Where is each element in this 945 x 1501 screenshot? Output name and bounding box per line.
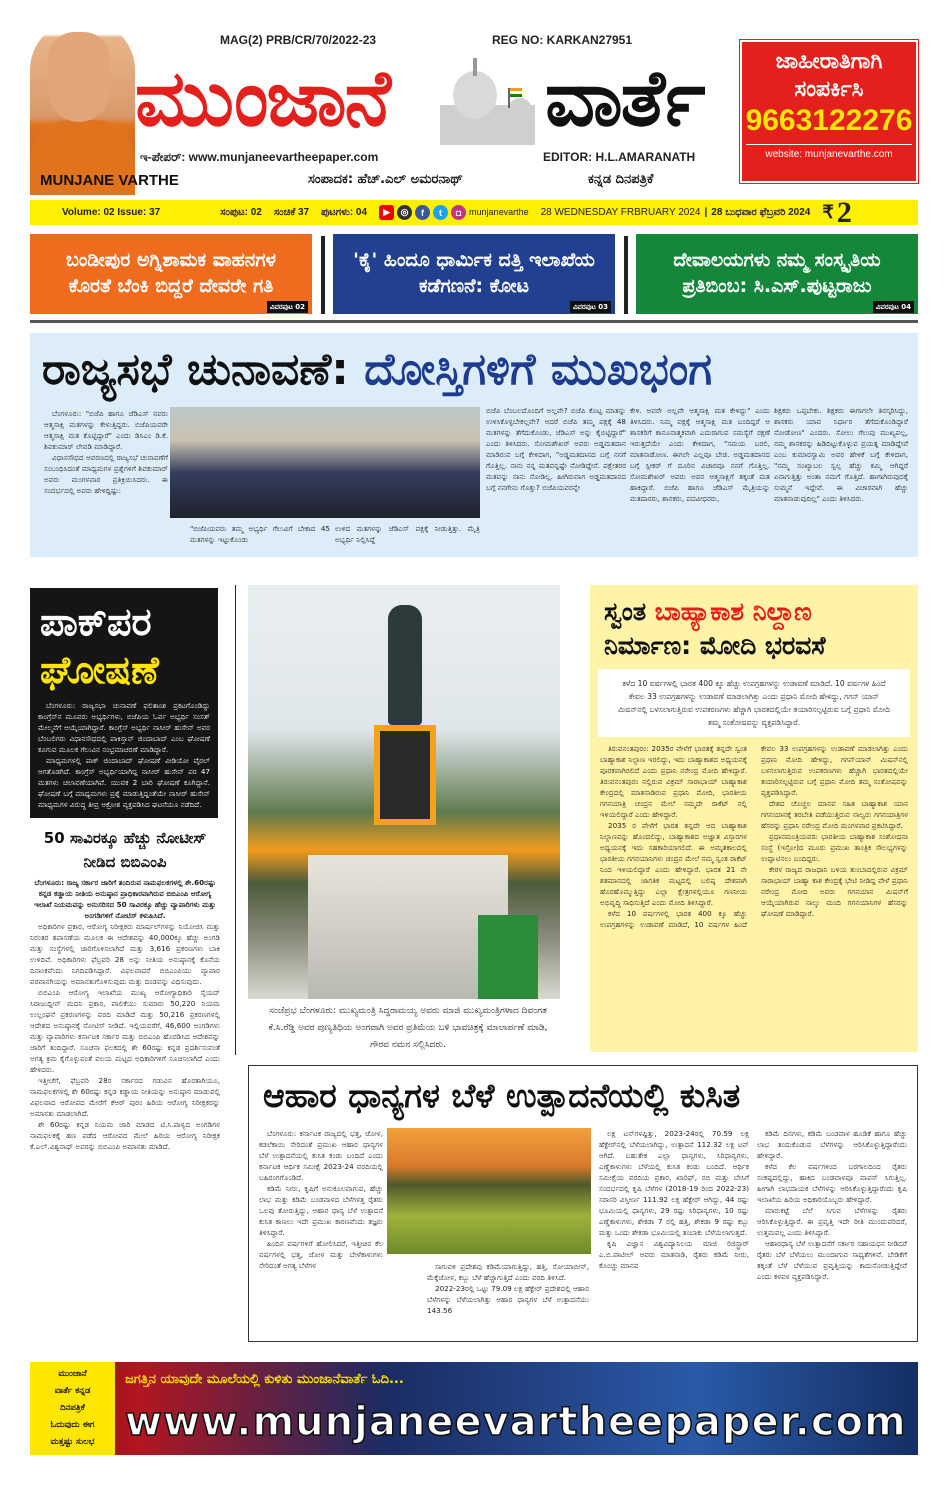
banner-tagline: ಜಗತ್ತಿನ ಯಾವುದೇ ಮೂಲೆಯಲ್ಲಿ ಕುಳಿತು ಮುಂಜಾನೆವಾರ್ತೆ ಓದಿ... [125, 1372, 404, 1387]
teaser-text: ದೇವಾಲಯಗಳು ನಮ್ಮ ಸಂಸ್ಕೃತಿಯ ಪ್ರತಿಬಿಂಬ: ಸಿ.ಎಸ್.ಪುಟ್ಟರಾಜು [673, 249, 881, 297]
lead-headline: ರಾಜ್ಯಸಭೆ ಚುನಾವಣೆ: ದೋಸ್ತಿಗಳಿಗೆ ಮುಖಭಂಗ [42, 344, 713, 395]
epaper-link[interactable]: ಇ-ಪೇಪರ್: www.munjaneevartheepaper.com [140, 150, 379, 164]
pak-body: ಬೆಂಗಳೂರು: ರಾಜ್ಯಸಭಾ ಚುನಾವಣೆ ಫಲಿತಾಂಶ ಪ್ರಕಟಗೊಂಡಿದ್ದು ಕಾಂಗ್ರೆಸ್‌ನ ಮೂವರು ಅಭ್ಯರ್ಥಿಗಳು, ಬಿಜೆಪಿಯ ಓರ್ವ ಅಭ್ಯರ್ಥಿ ಸಂಸತ್ ಮೇಲ್ಮನೆಗೆ ಆಯ್ಕೆಯಾಗಿದ್ದಾರೆ. ಕಾಂಗ್ರೆಸ್ ಅಭ್ಯರ್ಥಿ ನಾಸೀರ್ ಹುಸೇನ್ ಅವರ ಬೆಂಬಲಿಗರು ವಿಧಾನಸೌಧದಲ್ಲಿ ಪಾಕಿಸ್ತಾನ್ ಜಿಂದಾಬಾದ್ ಎಂಬ ಘೋಷಣೆ ಕೂಗುವ ಮೂಲಕ ಗೆಲುವಿನ ಸಂಭ್ರಮಾಚರಣೆ ಮಾಡಿದ್ದಾರೆ. ಮಾಧ್ಯಮಗಳಲ್ಲಿ ಪಾಕ್ ಜಿಂದಾಬಾದ್ ಘೋಷಣೆ ವೀಡಿಯೋ ವೈರಲ್ ಆಗತೊಡಗಿದೆ. ಕಾಂಗ್ರೆಸ್ ಅಭ್ಯರ್ಥಿಯಾಗಿದ್ದ ನಾಸೀರ್ ಹುಸೇನ್ ಪರ 47 ಮತಗಳು ಚಲಾವಣೆಯಾಗಿವೆ. ಯುವಕ 2 ಬಾರಿ ಘೋಷಣೆ ಕೂಗಿದ್ದಾನೆ. ಘೋಷಣೆ ಬಗ್ಗೆ ಮಾಧ್ಯಮಗಳು ಪ್ರಶ್ನೆ ಮಾಡುತ್ತಿದ್ದಂತೆಯೇ ನಾಸೀರ್ ಹುಸೇನ್ ಮಾಧ್ಯಮಗಳ ವಿರುದ್ಧ ತೀವ್ರ ಆಕ್ರೋಶ ವ್ಯಕ್ತಪಡಿಸಿದ ಘಟನೆಯೂ ನಡೆದಿದೆ. [38, 701, 210, 809]
lead-story [30, 333, 918, 557]
banner-side-text: ಮುಂಜಾನೆ ವಾರ್ತೆ ಕನ್ನಡ ದಿನಪತ್ರಿಕೆ ಓದುವುದು ಈಗ ಮತ್ತಷ್ಟು ಸುಲಭ [30, 1362, 115, 1455]
lead-col1: ಬೆಂಗಳೂರು: "ಬಿಜೆಪಿ ಹಾಗೂ ಜೆಡಿಎಸ್ ನವರು ಆತ್ಮಸಾಕ್ಷಿ ಮತಗಳನ್ನು ಕೇಳುತ್ತಿದ್ದರು. ಬಿಜೆಪಿಯವರೇ ಆತ್ಮಸಾಕ್ಷಿ ಮತ ಕೊಟ್ಟಿದ್ದಾರೆ" ಎಂದು ಡಿಸಿಎಂ ಡಿ.ಕೆ. ಶಿವಕುಮಾರ್ ಲೇವಡಿ ಮಾಡಿದ್ದಾರೆ. ವಿಧಾನಸೌಧದ ಆವರಣದಲ್ಲಿ ರಾಜ್ಯಸಭೆ ಚುನಾವಣೆಗೆ ಸಂಬಂಧಿಸಿದಂತೆ ಮಾಧ್ಯಮಗಳ ಪ್ರಶ್ನೆಗಳಿಗೆ ಶಿವಕುಮಾರ್ ಅವರು ಮಂಗಳವಾರ ಪ್ರತಿಕ್ರಿಯಿಸಿದರು. ಈ ಸಂದರ್ಭದಲ್ಲಿ ಅವರು ಹೇಳಿದ್ದಿಷ್ಟು: [44, 409, 168, 495]
date-kn: 28 ಬುಧವಾರ ಫೆಬ್ರವರಿ 2024 [711, 207, 811, 218]
teaser-page: ವಿವರಪುಟ 02 [267, 301, 308, 313]
ad-website[interactable]: website: munjanevarthe.com [746, 144, 912, 160]
epaper-banner[interactable] [30, 1362, 918, 1455]
twitter-icon[interactable]: t [433, 205, 448, 220]
social-handle[interactable]: munjanevarthe [469, 207, 529, 217]
teaser-text: ಬಂಡೀಪುರ ಅಗ್ನಿಶಾಮಕ ವಾಹನಗಳ ಕೊರತೆ ಬೆಂಕಿ ಬಿದ್ದರೆ ದೇವರೇ ಗತಿ [66, 249, 276, 297]
space-headline: ಸ್ವಂತ ಬಾಹ್ಯಾಕಾಶ ನಿಲ್ದಾಣ ನಿರ್ಮಾಣ: ಮೋದಿ ಭರವಸೆ [604, 597, 826, 660]
section-rule [30, 320, 918, 323]
bbmp-lede: ಬೆಂಗಳೂರು: ರಾಜ್ಯ ಸರ್ಕಾರ ಜಾರಿಗೆ ತಂದಿರುವ ನಾಮಫಲಕಗಳಲ್ಲಿ ಶೇ.60ರಷ್ಟು ಕನ್ನಡ ಕಡ್ಡಾಯ ನೀತಿಯ ಅನುಷ್ಠಾನ ಪ್ರಾಧಿಕಾರವಾಗಿರುವ ಬಿಬಿಎಂಪಿ ಆರೋಗ್ಯ ಇಲಾಖೆ ನಿಯಮವನ್ನು ಅನುಸರಿಸದ 50 ಸಾವಿರಕ್ಕೂ ಹೆಚ್ಚು ವ್ಯಾಪಾರಿಗಳು ಮತ್ತು ಅಂಗಡಿಗಳಿಗೆ ನೋಟಿಸ್ ಕಳುಹಿಸಿದೆ. [34, 878, 216, 920]
lead-col2: ಬಿಜೆಪಿ ಬೆಂಬಲದೊಂದಿಗೆ ಅಲ್ಲವೇ? ಬಿಜೆಪಿ ಕೊಟ್ಟ ಮಾತನ್ನು ಉಳಿಸಿಕೊಳ್ಳಬೇಕಲ್ಲವೇ? ಆದರೆ ಬಿಜೆಪಿ ತಮ್ಮ ಪಕ್ಷಕ್ಕೆ 48 ಮತಗಳನ್ನು ತೆಗೆದುಕೊಂಡು, ಜೆಡಿಎಸ್ ಅನ್ನು ಕೈಬಿಟ್ಟಿದ್ದಾರೆ" ಎಂದು ತಿಳಿಸಿದರು. ಸೋಮಶೇಖರ್ ಅವರು ಅಡ್ಡಮತದಾನ ಮಾಡಿರುವ ಬಗ್ಗೆ ಕೇಳಿದಾಗ, "ಅಡ್ಡಮತದಾನದ ಬಗ್ಗೆ ನನಗೆ ಗೊತ್ತಿಲ್ಲ. ನಾನು ನನ್ನ ಮತವನ್ನಷ್ಟೇ ನೋಡಿದ್ದೇನೆ. ಪಕ್ಷೇತರರ ಮತವನ್ನು ನಾನು ನೋಡಿಲ್ಲ. ಹೀಗಿರುವಾಗ ಅಡ್ಡಮತದಾನದ ಬಗ್ಗೆ ನನಗೇನು ಗೊತ್ತು? ಬಿಜೆಪಿಯವರನ್ನೇ [486, 406, 626, 492]
samputa: ಸಂಪುಟ: 02 [220, 207, 262, 218]
price: 2 [836, 196, 852, 229]
pak-headline-2: ಘೋಷಣೆ [40, 648, 159, 692]
date-en: 28 WEDNESDAY FRBRUARY 2024 [540, 207, 701, 218]
founder-portrait [30, 20, 135, 195]
divider [624, 236, 628, 314]
banner-url[interactable]: www.munjaneevartheepaper.com [125, 1399, 907, 1445]
grain-story [248, 1065, 918, 1342]
facebook-icon[interactable]: f [415, 205, 430, 220]
ad-line1: ಜಾಹೀರಾತಿಗಾಗಿ [775, 49, 883, 74]
sanchike: ಸಂಚಿಕೆ 37 [273, 207, 310, 218]
info-bar: Volume: 02 Issue: 37 ಸಂಪುಟ: 02 ಸಂಚಿಕೆ 37 ಪುಟಗಳು: 04 ▶ ◎ f t ◘ munjanevarthe 28 WEDNESDAY FRBRUARY 2024 | 28 ಬುಧವಾರ ಫೆಬ್ರವರಿ 2024 ₹ 2 [30, 200, 918, 225]
pak-slogan-story [30, 588, 218, 818]
ad-line2: ಸಂಪರ್ಕಿಸಿ [794, 77, 864, 102]
teaser-text: 'ಕೈ' ಹಿಂದೂ ಧಾರ್ಮಿಕ ದತ್ತಿ ಇಲಾಖೆಯ ಕಡೆಗಣನೆ: ಕೋಟ [353, 249, 595, 297]
masthead-title-red: ಮುಂಜಾನೆ [135, 54, 389, 144]
kc-reddy-statue-photo [248, 585, 560, 999]
grain-col3: ಲಕ್ಷ ಟನ್‌ಗಳಷ್ಟಿತ್ತು, 2023-24ರಲ್ಲಿ 70.59 ಲಕ್ಷ ಹೆಕ್ಟೇರ್‌ನಲ್ಲಿ ಬೆಳೆಯಲಾಗಿದ್ದು, ಉತ್ಪಾದನೆ 112.32 ಲಕ್ಷ ಟನ್ ಆಗಿದೆ. ಬಹುತೇಕ ಎಲ್ಲಾ ಧಾನ್ಯಗಳು, ಸಿರಿಧಾನ್ಯಗಳು, ಎಣ್ಣೆಕಾಳುಗಳು ಬೆಳೆಯಲ್ಲಿ ಕುಸಿತ ಕಂಡು ಬಂದಿದೆ. ಆರ್ಥಿಕ ಸಮೀಕ್ಷೆಯ ವರದಿಯ ಪ್ರಕಾರ, ಖಾರಿಫ್, ರಬಿ ಮತ್ತು ಬೇಸಿಗೆ ಸಂದರ್ಭದಲ್ಲಿ ಕೃಷಿ ಬೆಳೆಗಳ (2018-19 ರಿಂದ 2022-23) ಸರಾಸರಿ ವಿಸ್ತೀರ್ಣ 111.92 ಲಕ್ಷ ಹೆಕ್ಟೇರ್ ಆಗಿದ್ದು, 44 ರಷ್ಟು ಭೂಮಿಯಲ್ಲಿ ಧಾನ್ಯಗಳು, 29 ರಷ್ಟು ಸಿರಿಧಾನ್ಯಗಳು, 10 ರಷ್ಟು ಎಣ್ಣೆಕಾಳುಗಳು, ಶೇಕಡಾ 7 ರಲ್ಲಿ ಹತ್ತಿ, ಶೇಕಡಾ 9 ರಷ್ಟು ಕಬ್ಬು ಮತ್ತು ಒಂದು ಶೇಕಡಾ ಭೂಮಿಯಲ್ಲಿ ತಂಬಾಕು ಬೆಳೆಯಲಾಗುತ್ತದೆ. ಕೃಷಿ ವಿಜ್ಞಾನ ವಿಶ್ವವಿದ್ಯಾನಿಲಯ ಮಾಜಿ ರಿಜಿಸ್ಟ್ರಾರ್ ಎ.ಬಿ.ಪಾಟೀಲ್ ಅವರು ಮಾತನಾಡಿ, ರೈತರು ಕಡಿಮೆ ನೀರು, ಕೊಂಚ್ಚು ಮಾನವ [599, 1129, 749, 1270]
bbmp-body: ಅಧಿಕಾರಿಗಳ ಪ್ರಕಾರ, ಆರೋಗ್ಯ ನಿರೀಕ್ಷಕರು ಮಾರ್ಷಲ್‌ಗಳನ್ನು ನಿಯೋಜಿಸಿ ಮತ್ತು ನಿರಂತರ ತಪಾಸಣೆಯ ಮೂಲಕ ಈ ಆದೇಶವನ್ನು 40,000ಕ್ಕೂ ಹೆಚ್ಚು ಅಂಗಡಿ ಮತ್ತು ಸಂಸ್ಥೆಗಳಲ್ಲಿ ಜಾರಿಗೊಳಿಸಲಾಗಿದೆ ಮತ್ತು 3,616 ಪ್ರಕರಣಗಳು ಬಾಕಿ ಉಳಿದಿವೆ. ಅಧಿಕಾರಿಗಳು ಫೆಬ್ರವರಿ 28 ಅನ್ನು ನೀತಿಯ ಅನುಷ್ಠಾನಕ್ಕೆ ಕೊನೆಯ ದಿನಾಂಕವೆಂದು ನಿಗದಿಪಡಿಸಿದ್ದಾರೆ. ವಿಫಲವಾದರೆ ಬಿಬಿಎಂಪಿಯು ವ್ಯಾಪಾರ ಪರವಾನಗಿಯನ್ನು ಅಮಾನತುಗೊಳಿಸುವುದು ಮತ್ತು ದಂಡವನ್ನು ವಿಧಿಸುವುದು. ಬಿಬಿಎಂಪಿ ಆರೋಗ್ಯ ಇಲಾಖೆಯ ಮುಖ್ಯ ಆರೋಗ್ಯಾಧಿಕಾರಿ ಸೈಯದ್ ಸಿರಾಜುದ್ದೀನ್ ಮದನಿ ಪ್ರಕಾರ, ಪಾಲಿಕೆಯು ಸುಮಾರು 50,220 ನಿಯಮ ಉಲ್ಲಂಘನೆ ಪ್ರಕರಣಗಳನ್ನು ವರದಿ ಮಾಡಿದೆ ಮತ್ತು 50,216 ಪ್ರಕರಣಗಳಲ್ಲಿ ಆದೇಶದ ಅನುಷ್ಠಾನಕ್ಕೆ ನೋಟಿಸ್ ನೀಡಿದೆ. ಇಲ್ಲಿಯವರೆಗೆ, 46,600 ಅಂಗಡಿಗಳು ಮತ್ತು ವ್ಯಾಪಾರಿಗಳು ಕರ್ನಾಟಕ ಸರ್ಕಾರ ಮತ್ತು ಬಿಬಿಎಂಪಿ ಹೊರಡಿಸಿದ ಆದೇಶವನ್ನು ಜಾರಿಗೆ ತಂದಿದ್ದಾರೆ. ಸೂಚನಾ ಫಲಕದಲ್ಲಿ ಶೇ 60ರಷ್ಟು ಕನ್ನಡ ಪ್ರದರ್ಶಿಸುವಂತೆ ಅಗತ್ಯ ಕ್ರಮ ಕೈಗೊಳ್ಳುವಂತೆ ವಲಯ ಮಟ್ಟದ ಅಧಿಕಾರಿಗಳಿಗೆ ಸೂಚಿಸಲಾಗಿದೆ ಎಂದು ಹೇಳಿದರು. ಇತ್ತೀಚೆಗೆ, ಫೆಬ್ರವರಿ 28ರ ಸರ್ಕಾರದ ಗಡುವಿನ ಹೊರತಾಗಿಯೂ, ನಾಮಫಲಕಗಳಲ್ಲಿ ಶೇ 60ರಷ್ಟು ಕನ್ನಡ ಕಡ್ಡಾಯ ನೀತಿಯನ್ನು ಅನುಷ್ಠಾನ ಮಾಡುವಲ್ಲಿ ವಿಫಲವಾದ ಆರೋಪದ ಮೇರೆಗೆ ಕೆಆರ್ ಪುರಂ ಹಿರಿಯ ಆರೋಗ್ಯ ನಿರೀಕ್ಷಕರನ್ನು ಅಮಾನತು ಮಾಡಲಾಗಿದೆ. ಶೇ 60ರಷ್ಟು ಕನ್ನಡ ನಿಯಮ ಜಾರಿ ಮಾಡದ ಟಿ.ಸಿ.ಪಾಳ್ಯದ ಅಂಗಡಿಗಳ ನಾಮಫಲಕಕ್ಕೆ ಹಣ ಪಡೆದ ಆರೋಪದ ಮೇಲೆ ಹಿರಿಯ ಆರೋಗ್ಯ ನಿರೀಕ್ಷಕ ಕೆ.ಎಲ್.ವಿಶ್ವನಾಥ್ ಅವರನ್ನು ಬಿಬಿಎಂಪಿ ಅಮಾನತು ಮಾಡಿದೆ. [30, 922, 220, 1151]
paddy-field-photo [387, 1128, 591, 1254]
lead-col4: ಶಿಕ್ಷಕರು ಒಪ್ಪಬೇಕು. ಶಿಕ್ಷಕರು ಈಗಾಗಲೇ ತಿರಸ್ಕರಿಸಿದ್ದು, ಶಾಸಕರು ಯಾವ ನಿರ್ಧಾರ ತೆಗೆದುಕೊಂಡಿದ್ದಾರೆ ನೋಡೋಣ" ಎಂದರು. ಸೋಲು ಗೆಲುವು ಮುಖ್ಯವಲ್ಲ, ನಮ್ಮ ಶಾಸಕರನ್ನು ಹಿಡಿದಿಟ್ಟುಕೊಳ್ಳುವ ಪ್ರಯತ್ನ ಮಾಡಿದ್ದೇವೆ ಎಂಬ ಕುಮಾರಸ್ವಾಮಿ ಅವರ ಹೇಳಿಕೆ ಬಗ್ಗೆ ಕೇಳಿದಾಗ, "ನಮ್ಮ ಸಂಖ್ಯಾಬಲ ಸ್ವಲ್ಪ ಹೆಚ್ಚು ಕಮ್ಮಿ ಆಗಿದ್ದರೆ ಏನಾಗುತ್ತಿತ್ತು ಅಂತಾ ನಮಗೆ ಗೊತ್ತಿದೆ. ಹಾಗಾಗಿರುವುದಕ್ಕೆ ಸುಮ್ಮನೆ ಇದ್ದೇವೆ. ಈ ವಿಚಾರವಾಗಿ ಹೆಚ್ಚು ಮಾತನಾಡುವುದಿಲ್ಲ" ಎಂದು ತಿಳಿಸಿದರು. [774, 406, 908, 503]
price-symbol: ₹ [822, 202, 834, 222]
mag-number: MAG(2) PRB/CR/70/2022-23 [220, 33, 377, 47]
instagram-icon[interactable]: ◘ [451, 205, 466, 220]
page-count: ಪುಟಗಳು: 04 [321, 207, 368, 218]
web-icon[interactable]: ◎ [397, 205, 412, 220]
bbmp-story [30, 826, 220, 1152]
ad-phone[interactable]: 9663122276 [745, 104, 913, 137]
statue-caption: ಸಂಜೆಪ್ರಭ ಬೆಂಗಳೂರು: ಮುಖ್ಯಮಂತ್ರಿ ಸಿದ್ಧರಾಮಯ್ಯ ಅವರು ಮಾಜಿ ಮುಖ್ಯಮಂತ್ರಿಗಳಾದ ದಿವಂಗತ ಕೆ.ಸಿ.ರೆಡ್ಡಿ ಅವರ ಪುಣ್ಯತಿಥಿಯ ಅಂಗವಾಗಿ ಅವರ ಪ್ರತಿಮೆಯ ಬಳಿ ಭಾವಚಿತ್ರಕ್ಕೆ ಮಾಲಾರ್ಪಣೆ ಮಾಡಿ, ಗೌರವ ನಮನ ಸಲ್ಲಿಸಿದರು. [268, 1006, 548, 1050]
space-station-story [590, 585, 918, 1052]
editor-en: EDITOR: H.L.AMARANATH [543, 150, 696, 164]
masthead-title-black: ವಾರ್ತೆ [545, 54, 704, 144]
teaser-muzrai[interactable] [333, 234, 615, 314]
pak-headline-1: ಪಾಕ್‌ಪರ [40, 600, 152, 644]
grain-headline: ಆಹಾರ ಧಾನ್ಯಗಳ ಬೆಳೆ ಉತ್ಪಾದನೆಯಲ್ಲಿ ಕುಸಿತ [263, 1076, 741, 1115]
youtube-icon[interactable]: ▶ [379, 205, 394, 220]
reg-number: REG NO: KARKAN27951 [492, 33, 633, 47]
editor-kn: ಸಂಪಾದಕ: ಹೆಚ್.ಎಲ್ ಅಮರನಾಥ್ [308, 172, 463, 187]
lead-photo [170, 407, 480, 518]
space-body: ತಿರುವನಂತಪುರಂ: 2035ರ ವೇಳೆಗೆ ಭಾರತಕ್ಕೆ ತನ್ನದೇ ಸ್ವಂತ ಬಾಹ್ಯಾಕಾಶ ನಿಲ್ದಾಣ ಇರಲಿದ್ದು, ಇದು ಬಾಹ್ಯಾಕಾಶದ ಅಧ್ಯಯನಕ್ಕೆ ಪೂರಕವಾಗಿರಲಿದೆ ಎಂದು ಪ್ರಧಾನಿ ನರೇಂದ್ರ ಮೋದಿ ಹೇಳಿದ್ದಾರೆ. ತಿರುವನಂತಪುರಂ ನಲ್ಲಿರುವ ವಿಕ್ರಮ್ ಸಾರಾಭಾಯ್ ಬಾಹ್ಯಾಕಾಶ ಕೇಂದ್ರದಲ್ಲಿ ಮಾತನಾಡಿರುವ ಪ್ರಧಾನಿ ಮೋದಿ, ಭಾರತೀಯ ಗಗನಯಾತ್ರಿ ಚಂದ್ರನ ಮೇಲೆ ನಮ್ಮದೇ ರಾಕೆಟ್ ನಲ್ಲಿ ಇಳಿಯಲಿದ್ದಾರೆ ಎಂದು ಹೇಳಿದ್ದಾರೆ. 2035 ರ ವೇಳೆಗೆ ಭಾರತ ತನ್ನದೇ ಆದ ಬಾಹ್ಯಾಕಾಶ ನಿಲ್ದಾಣವನ್ನು ಹೊಂದಲಿದ್ದು, ಬಾಹ್ಯಾಕಾಶದ ಅಜ್ಞಾತ ವಿಸ್ತಾರಗಳ ಅಧ್ಯಯನಕ್ಕೆ ಇದು ಸಹಕಾರಿಯಾಗಲಿದೆ. ಈ ಅಮೃತಕಾಲದಲ್ಲಿ ಭಾರತೀಯ ಗಗನಯಾನಿಗಳು ಚಂದ್ರನ ಮೇಲೆ ನಮ್ಮ ಸ್ವಂತ ರಾಕೆಟ್ ನಿಂದ ಇಳಿಯಲಿದ್ದಾರೆ ಎಂದು ಹೇಳಿದ್ದಾರೆ. ಭಾರತ 21 ನೇ ಶತಮಾನದಲ್ಲಿ ಜಾಗತಿಕ ಮಟ್ಟದಲ್ಲಿ ಬಲಿಷ್ಠ ದೇಶವಾಗಿ ಹೊರಹೊಮ್ಮುತ್ತಿದ್ದು ಎಲ್ಲಾ ಕ್ಷೇತ್ರಗಳಲ್ಲಿಯೂ ಗಣನೀಯ ಅಭಿವೃದ್ಧಿ ಸಾಧಿಸುತ್ತಿದೆ ಎಂದು ಮೋದಿ ತಿಳಿಸಿದ್ದಾರೆ. ಕಳೆದ 10 ವರ್ಷಗಳಲ್ಲಿ ಭಾರತ 400 ಕ್ಕೂ ಹೆಚ್ಚು ಉಪಗ್ರಹಗಳನ್ನು ಉಡಾವಣೆ ಮಾಡಿದೆ, 10 ವರ್ಷಗಳ ಹಿಂದೆ ಕೇವಲ 33 ಉಪಗ್ರಹಗಳನ್ನು ಉಡಾವಣೆ ಮಾಡಲಾಗಿತ್ತು ಎಂದು ಪ್ರಧಾನಿ ಮೋದಿ ಹೇಳಿದ್ದು, ಗಗನ್‌ಯಾನ್ ಮಿಷನ್‌ನಲ್ಲಿ ಬಳಸಲಾಗುತ್ತಿರುವ ಉಪಕರಣಗಳು ಹೆಚ್ಚಾಗಿ ಭಾರತದಲ್ಲಿಯೇ ತಯಾರಿಸಲ್ಪಟ್ಟಿರುವ ಬಗ್ಗೆ ಪ್ರಧಾನಿ ಮೋದಿ ತಮ್ಮ ಸಂತೋಷವನ್ನು ವ್ಯಕ್ತಪಡಿಸಿದ್ದಾರೆ. ದೇಶದ ಚೊಚ್ಚಲ ಮಾನವ ಸಹಿತ ಬಾಹ್ಯಾಕಾಶ ಯಾನ ಗಗನಯಾನಕ್ಕೆ ತರಬೇತಿ ಪಡೆಯುತ್ತಿರುವ ನಾಲ್ವರು ಗಗನಯಾತ್ರಿಗಳ ಹೆಸರನ್ನು ಪ್ರಧಾನಿ ನರೇಂದ್ರ ಮೋದಿ ಮಂಗಳವಾರ ಪ್ರಕಟಿಸಿದ್ದಾರೆ. ಪ್ರಧಾನಮಂತ್ರಿಯವರು ಭಾರತೀಯ ಬಾಹ್ಯಾಕಾಶ ಸಂಶೋಧನಾ ಸಂಸ್ಥೆ (ಇಸ್ರೋ)ದ ಮೂರು ಪ್ರಮುಖ ತಾಂತ್ರಿಕ ಸೌಲಭ್ಯಗಳನ್ನು ಉದ್ಘಾಟಿಸಲು ಬಂದಿದ್ದರು. ಕೇರಳ ರಾಜ್ಯದ ರಾಜಧಾನಿ ಬಳಿಯ ತುಂಬಾದಲ್ಲಿರುವ ವಿಕ್ರಮ್ ಸಾರಾಭಾಯ್ ಬಾಹ್ಯಾ ಕಾಶ ಕೇಂದ್ರಕ್ಕೆ ಭೇಟಿ ನೀಡಿದ್ದ ವೇಳೆ ಪ್ರಧಾನಿ ನರೇಂದ್ರ ಮೋದಿ ಅವರು ಗಗನಯಾನ ಮಿಷನ್‌ಗೆ ಆಯ್ಕೆಯಾಗಿರುವ ನಾಲ್ಕು ಮಂದಿ ಗಗನಯಾನಿಗಳ ಹೆಸರನ್ನು ಘೋಷಣೆ ಮಾಡಿದ್ದಾರೆ. [600, 744, 908, 929]
grain-col1: ಬೆಂಗಳೂರು: ಕರ್ನಾಟಕ ರಾಜ್ಯದಲ್ಲಿ ಭತ್ತ, ಜೋಳ, ಕಡಲೆಕಾಯಿ ಸೇರಿದಂತೆ ಪ್ರಮುಖ ಆಹಾರ ಧಾನ್ಯಗಳ ಬೆಳೆ ಉತ್ಪಾದನೆಯಲ್ಲಿ ಕುಸಿತ ಕಂಡು ಬಂದಿದೆ ಎಂದು ಕರ್ನಾಟಕ ಆರ್ಥಿಕ ಸಮೀಕ್ಷೆ 2023-24 ವರದಿಯಲ್ಲಿ ಬಹಿರಂಗಗೊಂಡಿದೆ. ಕಡಿಮೆ ನೀರು, ಕೃಷಿಗೆ ಅನುಕೂಲವಾಗುವ, ಹೆಚ್ಚು ಲಾಭ ಮತ್ತು ಕಡಿಮೆ ಬಂಡವಾಳದ ಬೆಳೆಗಳತ್ತ ರೈತರು ಒಲವು ತೋರುತ್ತಿದ್ದು, ಆಹಾರ ಧಾನ್ಯ ಬೆಳೆ ಉತ್ಪಾದನೆ ಕುಸಿತ ಕಾಣಲು ಇದೇ ಪ್ರಮುಖ ಕಾರಣವೆಂದು ತಜ್ಞರು ತಿಳಿಸಿದ್ದಾರೆ. ಹಿಂದಿನ ವರ್ಷಗಳಿಗೆ ಹೋಲಿಸಿದರೆ, ಇತ್ತೀಚಿನ ಕೆಲ ವರ್ಷಗಳಲ್ಲಿ ಭತ್ತ, ಜೋಳ ಮತ್ತು ಬೇಳೆಕಾಳುಗಳು ಸೇರಿದಂತೆ ಅಗತ್ಯ ಬೆಳೆಗಳ [259, 1129, 383, 1270]
space-summary: ಕಳೆದ 10 ವರ್ಷಗಳಲ್ಲಿ ಭಾರತ 400 ಕ್ಕೂ ಹೆಚ್ಚು ಉಪಗ್ರಹಗಳನ್ನು ಉಡಾವಣೆ ಮಾಡಿದೆ. 10 ವರ್ಷಗಳ ಹಿಂದೆ ಕೇವಲ 33 ಉಪಗ್ರಹಗಳನ್ನು ಉಡಾವಣೆ ಮಾಡಲಾಗಿತ್ತು ಎಂದು ಪ್ರಧಾನಿ ಮೋದಿ ಹೇಳಿದ್ದು, ಗಗನ್ ಯಾನ್ ಮಿಷನ್‌ನಲ್ಲಿ ಬಳಸಲಾಗುತ್ತಿರುವ ಉಪಕರಣಗಳು ಹೆಚ್ಚಾಗಿ ಭಾರತದಲ್ಲಿಯೇ ತಯಾರಿಸಲ್ಪಟ್ಟಿರುವ ಬಗ್ಗೆ ಪ್ರಧಾನಿ ಮೋದಿ ತಮ್ಮ ಸಂತೋಷವನ್ನು ವ್ಯಕ್ತಪಡಿಸಿದ್ದಾರೆ. [598, 669, 910, 737]
volume-issue: Volume: 02 Issue: 37 [62, 207, 161, 218]
lead-under-photo-2: ಉಳಿದ ಮತಗಳನ್ನು ಜೆಡಿಎಸ್ ಪಕ್ಷಕ್ಕೆ ನೀಡುತ್ತಿತ್ತು. ಮೈತ್ರಿ ಅಭ್ಯರ್ಥಿ ನಿಲ್ಲಿಸಿದ್ದೆ [335, 524, 480, 544]
grain-col4: ಕಡಿಮೆ ದಿನಗಳು, ಕಡಿಮೆ ಬಂಡವಾಳ ಹೂಡಿಕೆ ಹಾಗೂ ಹೆಚ್ಚು ಲಾಭ ತಂದುಕೊಡುವ ಬೆಳೆಗಳನ್ನು ಆರಿಸಿಕೊಳ್ಳುತ್ತಿದ್ದಾರೆಂದು ಹೇಳಿದ್ದಾರೆ. ಕಳೆದ ಕೆಲ ವರ್ಷಗಳಿಂದ ಬರಗಾಲದಿಂದ ರೈತರು ಸಂಕಷ್ಟದಲ್ಲಿದ್ದು, ಹಾಕಿದ ಬಂಡವಾಳವೂ ವಾಪಸ್ ಸಿಗುತ್ತಿಲ್ಲ. ಹೀಗಾಗಿ ಲಾಭದಾಯಕ ಬೆಳೆಗಳನ್ನು ಆರಿಸಿಕೊಳ್ಳುತ್ತಿದ್ದಾರೆಂದು ಕೃಷಿ ಇಲಾಖೆಯ ಹಿರಿಯ ಅಧಿಕಾರಿಯೊಬ್ಬರು ಹೇಳಿದ್ದಾರೆ. ಮಾರುಕಟ್ಟೆ ಬೆಲೆ ಸಿಗುವ ಬೆಳೆಗಳನ್ನು ರೈತರು ಆರಿಸಿಕೊಳ್ಳುತ್ತಿದ್ದಾರೆ. ಈ ಪ್ರವೃತ್ತಿ ಇದೇ ರೀತಿ ಮುಂದುವರಿದರೆ, ಉತ್ತಮವಲ್ಲ ಎಂದು ತಿಳಿಸಿದ್ದಾರೆ. ಆಹಾರಧಾನ್ಯ ಬೆಳೆ ಉತ್ಪಾದನೆಗೆ ಸರ್ಕಾರ ಸಹಾಯಧನ ನೀಡಿದರೆ ರೈತರು ಬೆಳೆ ಬೆಳೆಯಲು ಮುಂದಾಗುವ ಸಾಧ್ಯತೆಗಳಿವೆ. ಬೇಡಿಕೆಗೆ ತಕ್ಕಂತೆ ಬೆಳೆ ಬೆಳೆಯುವ ಪ್ರವೃತ್ತಿಯನ್ನು ಕಾದುನೋಡುತ್ತಿದ್ದೇವೆ ಎಂದು ಕಳವಳ ವ್ಯಕ್ತಪಡಿಸಿದ್ದಾರೆ. [757, 1129, 907, 1281]
bbmp-headline: 50 ಸಾವಿರಕ್ಕೂ ಹೆಚ್ಚು ನೋಟೀಸ್ ನೀಡಿದ ಬಿಬಿಎಂಪಿ [43, 829, 207, 871]
lead-col3: ಕೇಳಿ. ಅವರೇ ಅಲ್ಲವೇ ಆತ್ಮಸಾಕ್ಷಿ ಮತ ಕೇಳಿದ್ದು" ಎಂದು ತಿಳಿಸಿದರು. ನಿಮ್ಮ ಪಕ್ಷಕ್ಕೆ ಆತ್ಮಸಾಕ್ಷಿ ಮತ ಬಂದಿದ್ದರೆ ಆ ಶಾಸಕರಿಗೆ ಕಾನೂನಾತ್ಮಕವಾಗಿ ಎದುರಾಗುವ ಸಮಸ್ಯೆಗೆ ರಕ್ಷಣೆ ಇರುತ್ತದೆಯೇ ಎಂದು ಕೇಳಿದಾಗ, "ಸಮಯ ಬರಲಿ, ಮಾತನಾಡೋಣ. ಈಗಲೇ ಎಲ್ಲವೂ ಬೇಡ. ಅಡ್ಡಮತದಾನದ ಬಗ್ಗೆ ಸ್ಪೀಕರ್ ಗೆ ದೂರಿನ ವಿಚಾರವೂ ನನಗೆ ಗೊತ್ತಿಲ್ಲ. ಸೋಮಶೇಖರ್ ಅವರು ಅವರ ಆತ್ಮಸಾಕ್ಷಿಗೆ ತಕ್ಕಂತೆ ಮತ ಹಾಕಿದ್ದಾರೆ. ಬಿಜೆಪಿ ಹಾಗೂ ಜೆಡಿಎಸ್ ಮೈತ್ರಿಯನ್ನು ಮತದಾರರು, ಶಾಸಕರು, ಪದವೀಧರರು, [630, 406, 770, 503]
brand-name-en: MUNJANE VARTHE [40, 172, 179, 189]
teaser-page: ವಿವರಪುಟ 03 [570, 301, 611, 313]
advertise-box [740, 40, 918, 183]
lead-under-photo-1: "ಬಿಜೆಪಿಯವರು ತಮ್ಮ ಅಭ್ಯರ್ಥಿ ಗೆಲುವಿಗೆ ಬೇಕಾದ 45 ಮತಗಳನ್ನು ಇಟ್ಟುಕೊಂಡು [190, 524, 330, 544]
daily-kn: ಕನ್ನಡ ದಿನಪತ್ರಿಕೆ [588, 172, 654, 187]
left-column [30, 588, 220, 1152]
teaser-temples[interactable] [636, 234, 918, 314]
teaser-page: ವಿವರಪುಟ 04 [873, 301, 914, 313]
vidhana-soudha-icon [430, 50, 545, 150]
grain-col2: ಸಾಗುವಳಿ ಪ್ರದೇಶವು ಕಡಿಮೆಯಾಗುತ್ತಿದ್ದು, ಹತ್ತಿ, ಸೋಯಾಬೀನ್, ಮೆಕ್ಕೆಜೋಳ, ಕಬ್ಬು ಬೆಳೆ ಹೆಚ್ಚಾಗುತ್ತಿದೆ ಎಂದು ವರದಿ ತಿಳಿಸಿದೆ. 2022-23ರಲ್ಲಿ ಒಟ್ಟು 79.09 ಲಕ್ಷ ಹೆಕ್ಟೇರ್ ಪ್ರದೇಶದಲ್ಲಿ ಆಹಾರ ಬೆಳೆಗಳನ್ನು ಬೆಳೆಯಲಾಗಿತ್ತು ಆಹಾರ ಧಾನ್ಯಗಳ ಬೆಳೆ ಉತ್ಪಾದನೆಯು 143.56 [427, 1262, 589, 1315]
column-divider [235, 585, 236, 1055]
teaser-bandipur[interactable] [30, 234, 312, 314]
divider [321, 236, 325, 314]
